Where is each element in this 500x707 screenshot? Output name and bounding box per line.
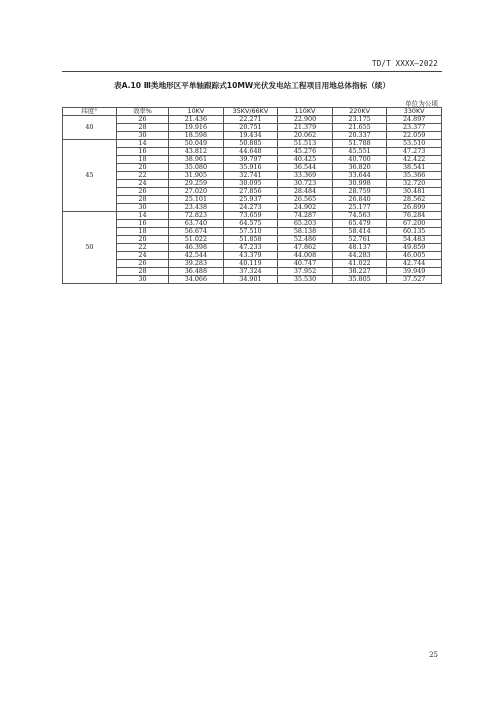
value-cell: 39.949 xyxy=(387,268,442,276)
efficiency-cell: 20 xyxy=(116,236,168,244)
value-cell: 48.137 xyxy=(332,244,387,252)
efficiency-cell: 24 xyxy=(116,180,168,188)
value-cell: 72.823 xyxy=(169,212,224,220)
value-cell: 25.101 xyxy=(169,196,224,204)
value-cell: 20.337 xyxy=(332,132,387,140)
header-rule xyxy=(62,71,442,72)
value-cell: 35.805 xyxy=(332,276,387,284)
efficiency-cell: 16 xyxy=(116,148,168,156)
value-cell: 30.481 xyxy=(387,188,442,196)
value-cell: 19.434 xyxy=(223,132,278,140)
value-cell: 73.659 xyxy=(223,212,278,220)
value-cell: 51.022 xyxy=(169,236,224,244)
value-cell: 74.287 xyxy=(278,212,333,220)
value-cell: 43.812 xyxy=(169,148,224,156)
value-cell: 40.700 xyxy=(332,156,387,164)
value-cell: 49.859 xyxy=(387,244,442,252)
efficiency-cell: 16 xyxy=(116,220,168,228)
value-cell: 43.379 xyxy=(223,252,278,260)
value-cell: 28.562 xyxy=(387,196,442,204)
efficiency-cell: 22 xyxy=(116,244,168,252)
value-cell: 32.741 xyxy=(223,172,278,180)
column-header: 330KV xyxy=(387,108,442,116)
value-cell: 47.233 xyxy=(223,244,278,252)
value-cell: 39.283 xyxy=(169,260,224,268)
efficiency-cell: 18 xyxy=(116,228,168,236)
value-cell: 35.366 xyxy=(387,172,442,180)
table-body xyxy=(63,116,442,284)
value-cell: 36.544 xyxy=(278,164,333,172)
value-cell: 28.484 xyxy=(278,188,333,196)
value-cell: 52.761 xyxy=(332,236,387,244)
value-cell: 74.563 xyxy=(332,212,387,220)
value-cell: 40.119 xyxy=(223,260,278,268)
value-cell: 52.486 xyxy=(278,236,333,244)
value-cell: 60.135 xyxy=(387,228,442,236)
value-cell: 38.961 xyxy=(169,156,224,164)
value-cell: 32.720 xyxy=(387,180,442,188)
efficiency-cell: 14 xyxy=(116,212,168,220)
efficiency-cell: 26 xyxy=(116,188,168,196)
column-header: 纬度° xyxy=(63,108,117,116)
value-cell: 30.998 xyxy=(332,180,387,188)
column-header: 效率% xyxy=(116,108,168,116)
efficiency-cell: 26 xyxy=(116,116,168,124)
value-cell: 18.598 xyxy=(169,132,224,140)
value-cell: 23.377 xyxy=(387,124,442,132)
efficiency-cell: 14 xyxy=(116,140,168,148)
efficiency-cell: 30 xyxy=(116,276,168,284)
value-cell: 37.324 xyxy=(223,268,278,276)
value-cell: 22.900 xyxy=(278,116,333,124)
value-cell: 51.513 xyxy=(278,140,333,148)
value-cell: 35.916 xyxy=(223,164,278,172)
value-cell: 26.565 xyxy=(278,196,333,204)
value-cell: 51.858 xyxy=(223,236,278,244)
value-cell: 67.200 xyxy=(387,220,442,228)
unit-label: 单位为公顷 xyxy=(405,100,438,108)
value-cell: 27.020 xyxy=(169,188,224,196)
value-cell: 64.575 xyxy=(223,220,278,228)
efficiency-cell: 30 xyxy=(116,204,168,212)
value-cell: 20.062 xyxy=(278,132,333,140)
document-code: TD/T XXXX—2022 xyxy=(371,59,438,68)
value-cell: 65.203 xyxy=(278,220,333,228)
value-cell: 36.488 xyxy=(169,268,224,276)
value-cell: 51.788 xyxy=(332,140,387,148)
efficiency-cell: 26 xyxy=(116,260,168,268)
value-cell: 47.862 xyxy=(278,244,333,252)
value-cell: 38.541 xyxy=(387,164,442,172)
value-cell: 25.177 xyxy=(332,204,387,212)
efficiency-cell: 20 xyxy=(116,164,168,172)
value-cell: 46.005 xyxy=(387,252,442,260)
value-cell: 38.227 xyxy=(332,268,387,276)
value-cell: 31.905 xyxy=(169,172,224,180)
value-cell: 58.138 xyxy=(278,228,333,236)
value-cell: 36.820 xyxy=(332,164,387,172)
value-cell: 50.049 xyxy=(169,140,224,148)
value-cell: 65.479 xyxy=(332,220,387,228)
value-cell: 34.901 xyxy=(223,276,278,284)
value-cell: 26.840 xyxy=(332,196,387,204)
value-cell: 42.744 xyxy=(387,260,442,268)
value-cell: 50.885 xyxy=(223,140,278,148)
value-cell: 42.422 xyxy=(387,156,442,164)
value-cell: 34.066 xyxy=(169,276,224,284)
value-cell: 21.436 xyxy=(169,116,224,124)
value-cell: 33.369 xyxy=(278,172,333,180)
value-cell: 24.897 xyxy=(387,116,442,124)
value-cell: 42.544 xyxy=(169,252,224,260)
value-cell: 35.080 xyxy=(169,164,224,172)
page-number: 25 xyxy=(429,651,438,659)
value-cell: 44.648 xyxy=(223,148,278,156)
value-cell: 63.740 xyxy=(169,220,224,228)
efficiency-cell: 18 xyxy=(116,156,168,164)
value-cell: 28.759 xyxy=(332,188,387,196)
efficiency-cell: 22 xyxy=(116,172,168,180)
efficiency-cell: 28 xyxy=(116,196,168,204)
table-row xyxy=(63,276,442,284)
value-cell: 54.483 xyxy=(387,236,442,244)
value-cell: 41.022 xyxy=(332,260,387,268)
value-cell: 37.952 xyxy=(278,268,333,276)
value-cell: 23.175 xyxy=(332,116,387,124)
value-cell: 30.095 xyxy=(223,180,278,188)
value-cell: 57.510 xyxy=(223,228,278,236)
value-cell: 76.284 xyxy=(387,212,442,220)
value-cell: 46.398 xyxy=(169,244,224,252)
value-cell: 45.276 xyxy=(278,148,333,156)
efficiency-cell: 28 xyxy=(116,268,168,276)
value-cell: 53.510 xyxy=(387,140,442,148)
value-cell: 56.674 xyxy=(169,228,224,236)
value-cell: 30.723 xyxy=(278,180,333,188)
value-cell: 35.530 xyxy=(278,276,333,284)
value-cell: 47.273 xyxy=(387,148,442,156)
column-header: 220KV xyxy=(332,108,387,116)
efficiency-cell: 30 xyxy=(116,132,168,140)
value-cell: 21.379 xyxy=(278,124,333,132)
value-cell: 22.059 xyxy=(387,132,442,140)
latitude-cell: 50 xyxy=(63,212,117,284)
value-cell: 40.425 xyxy=(278,156,333,164)
value-cell: 19.916 xyxy=(169,124,224,132)
column-header: 10KV xyxy=(169,108,224,116)
value-cell: 24.273 xyxy=(223,204,278,212)
value-cell: 27.856 xyxy=(223,188,278,196)
value-cell: 24.902 xyxy=(278,204,333,212)
value-cell: 20.751 xyxy=(223,124,278,132)
column-header: 35KV/66KV xyxy=(223,108,278,116)
value-cell: 21.655 xyxy=(332,124,387,132)
land-use-index-table xyxy=(62,107,442,284)
efficiency-cell: 24 xyxy=(116,252,168,260)
value-cell: 25.937 xyxy=(223,196,278,204)
value-cell: 29.259 xyxy=(169,180,224,188)
value-cell: 22.271 xyxy=(223,116,278,124)
latitude-cell: 45 xyxy=(63,140,117,212)
value-cell: 33.644 xyxy=(332,172,387,180)
latitude-cell: 40 xyxy=(63,116,117,140)
value-cell: 44.008 xyxy=(278,252,333,260)
value-cell: 58.414 xyxy=(332,228,387,236)
efficiency-cell: 28 xyxy=(116,124,168,132)
value-cell: 45.551 xyxy=(332,148,387,156)
value-cell: 39.797 xyxy=(223,156,278,164)
column-header: 110KV xyxy=(278,108,333,116)
value-cell: 26.899 xyxy=(387,204,442,212)
value-cell: 44.283 xyxy=(332,252,387,260)
value-cell: 40.747 xyxy=(278,260,333,268)
value-cell: 23.438 xyxy=(169,204,224,212)
value-cell: 37.527 xyxy=(387,276,442,284)
table-title: 表A.10 Ⅲ类地形区平单轴跟踪式10MW光伏发电站工程项目用地总体指标（续） xyxy=(113,81,390,90)
